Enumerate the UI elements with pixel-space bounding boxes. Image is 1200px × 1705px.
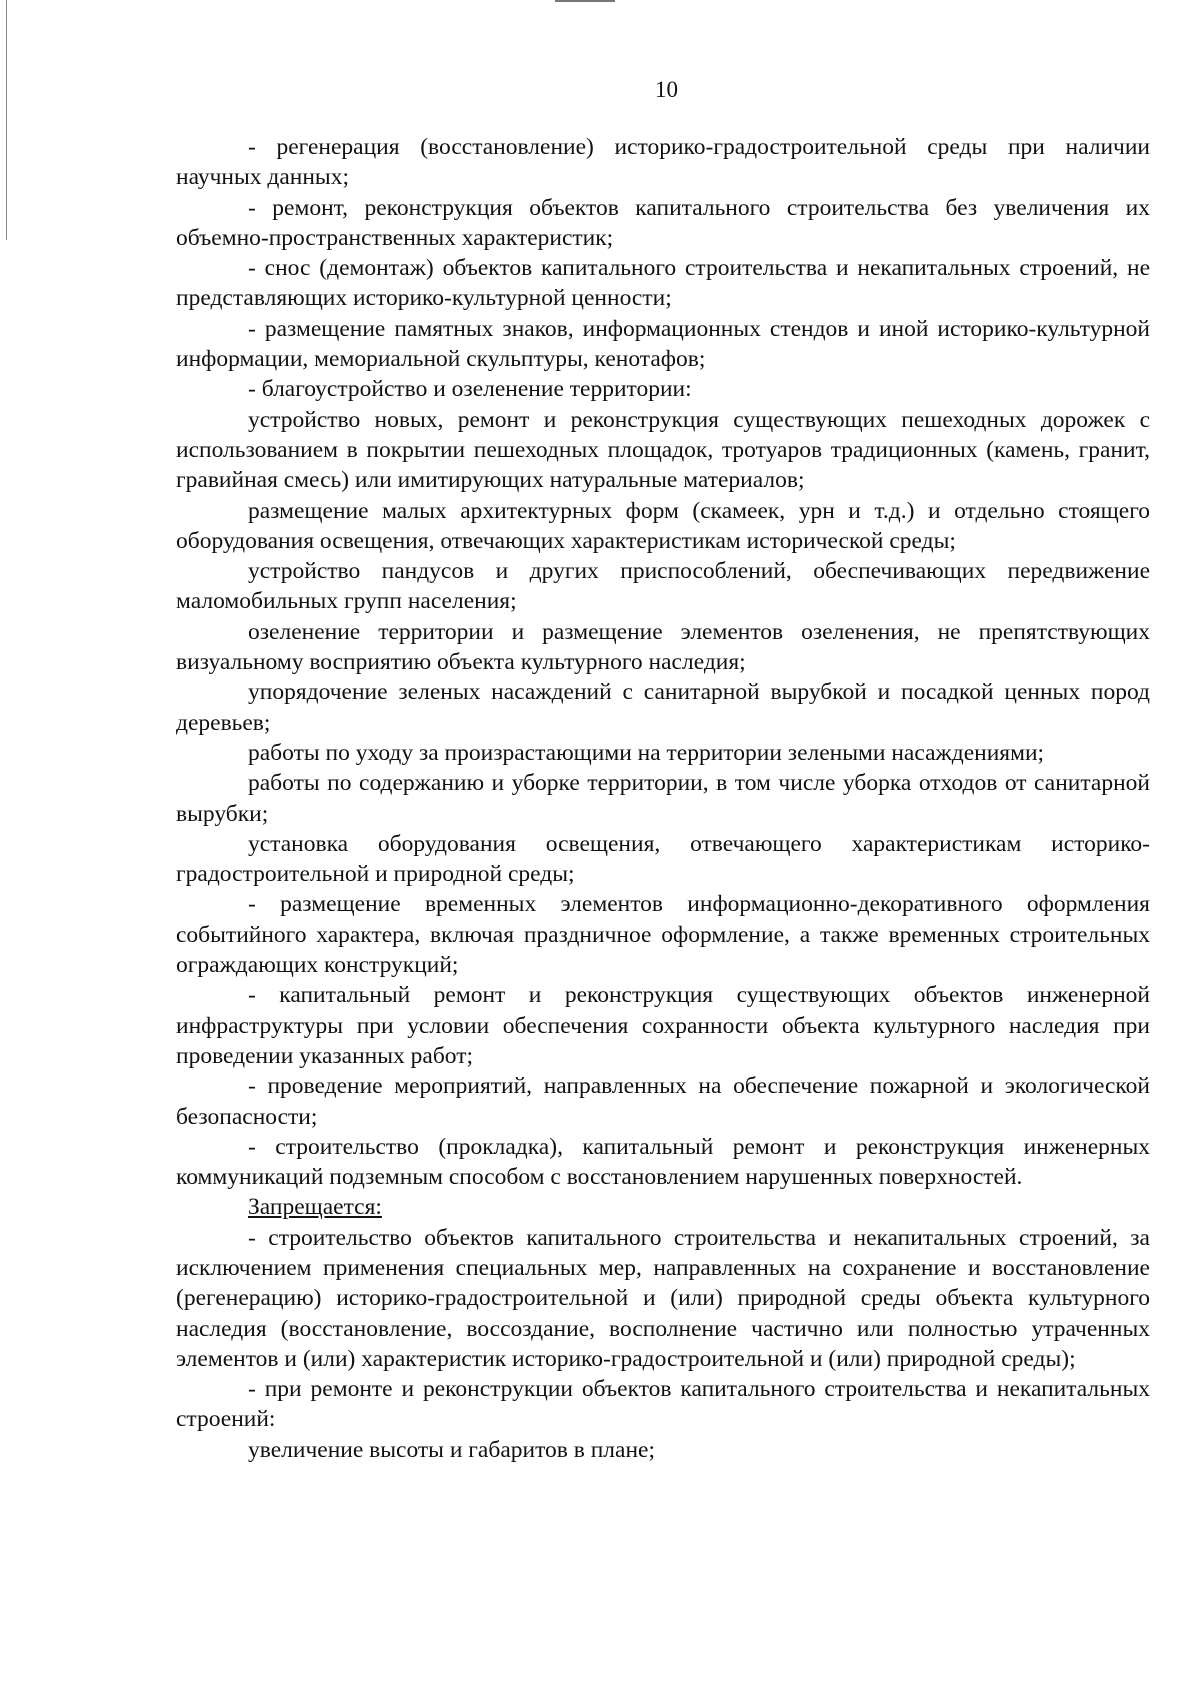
paragraph: - ремонт, реконструкция объектов капитального строительства без увеличения их объемно-пространственных характеристик; xyxy=(176,194,1150,251)
paragraph: - благоустройство и озеленение территории: xyxy=(248,376,692,403)
paragraph: упорядочение зеленых насаждений с санитарной вырубкой и посадкой ценных пород деревьев; xyxy=(176,679,1150,736)
paragraph: - размещение временных элементов информационно-декоративного оформления событийного характера, включая праздничное оформление, а также временных строительных ограждающих конструкций; xyxy=(176,891,1150,979)
paragraph: - регенерация (восстановление) историко-градостроительной среды при наличии научных данных; xyxy=(176,134,1150,191)
paragraph: - снос (демонтаж) объектов капитального строительства и некапитальных строений, не представляющих историко-культурной ценности; xyxy=(176,255,1150,312)
scan-top-mark xyxy=(555,0,615,2)
prohibited-heading-line xyxy=(176,1192,1150,1222)
paragraph: размещение малых архитектурных форм (скамеек, урн и т.д.) и отдельно стоящего оборудования освещения, отвечающих характеристикам исторической среды; xyxy=(176,497,1150,554)
paragraph: - капитальный ремонт и реконструкция существующих объектов инженерной инфраструктуры при условии обеспечения сохранности объекта культурного наследия при проведении указанных работ; xyxy=(176,982,1150,1069)
paragraph: - строительство объектов капитального строительства и некапитальных строений, за исключением применения специальных мер, направленных на сохранение и восстановление (регенерацию) историко-градостроительной и (или) природной среды объекта культурного наследия (восстановление, воссоздание, восполнение частично или полностью утраченных элементов и (или) характеристик историко-градостроительной и (или) природной среды); xyxy=(176,1224,1150,1372)
paragraph: - размещение памятных знаков, информационных стендов и иной историко-культурной информации, мемориальной скульптуры, кенотафов; xyxy=(176,315,1150,373)
paragraph: увеличение высоты и габаритов в плане; xyxy=(248,1436,655,1463)
page-number: 10 xyxy=(655,77,678,102)
prohibited-heading: Запрещается: xyxy=(248,1194,382,1221)
document-body xyxy=(176,132,1150,1465)
paragraph: работы по содержанию и уборке территории, в том числе уборка отходов от санитарной вырубки; xyxy=(176,770,1150,827)
paragraph: - при ремонте и реконструкции объектов капитального строительства и некапитальных строений: xyxy=(176,1376,1150,1433)
paragraph: работы по уходу за произрастающими на территории зелеными насаждениями; xyxy=(248,739,1045,766)
paragraph: - строительство (прокладка), капитальный ремонт и реконструкция инженерных коммуникаций подземным способом с восстановлением нарушенных поверхностей. xyxy=(176,1133,1150,1191)
paragraph: озеленение территории и размещение элементов озеленения, не препятствующих визуальному восприятию объекта культурного наследия; xyxy=(176,618,1150,676)
scan-edge-line xyxy=(6,0,7,240)
paragraph: устройство новых, ремонт и реконструкция существующих пешеходных дорожек с использованием в покрытии пешеходных площадок, тротуаров традиционных (камень, гранит, гравийная смесь) или имитирующих натуральные материалов; xyxy=(176,406,1150,494)
paragraph: установка оборудования освещения, отвечающего характеристикам историко-градостроительной и природной среды; xyxy=(176,830,1150,888)
paragraph: - проведение мероприятий, направленных на обеспечение пожарной и экологической безопасности; xyxy=(176,1073,1150,1130)
paragraph: устройство пандусов и других приспособлений, обеспечивающих передвижение маломобильных групп населения; xyxy=(176,558,1150,615)
